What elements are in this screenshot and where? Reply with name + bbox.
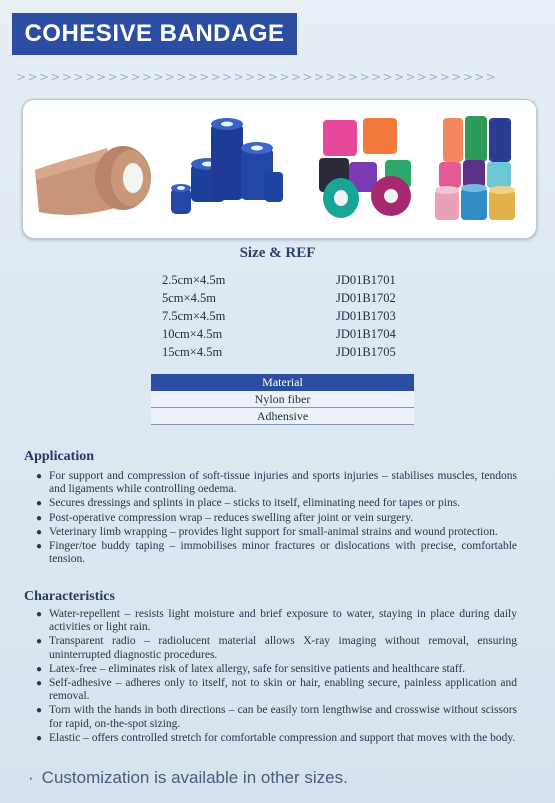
characteristics-list [36, 608, 517, 746]
size-ref-title: Size & REF [239, 245, 316, 261]
material-cell: Nylon fiber [151, 391, 414, 408]
ref-cell: JD01B1704 [336, 327, 396, 341]
size-cell: 10cm×4.5m [162, 327, 223, 341]
bullet-icon: ● [36, 663, 43, 675]
stacked-bandage-photo [427, 104, 531, 234]
bullet-icon: ● [36, 636, 43, 648]
size-cell: 15cm×4.5m [162, 345, 223, 359]
material-header: Material [151, 374, 414, 391]
table-row [150, 307, 420, 325]
size-ref-table [150, 271, 420, 361]
bullet-icon: ● [36, 526, 43, 538]
list-item: ● Self-adhesive – adheres only to itself, not to skin or hair, enabling secure, painless application and removal. [36, 677, 517, 703]
list-item: ● For support and compression of soft-tissue injuries and sports injuries – stabilises muscles, tendons and ligaments while controlling oedema. [36, 470, 517, 496]
bullet-icon: ● [36, 609, 43, 620]
product-photo-panel [22, 99, 537, 239]
characteristics-title: Characteristics [24, 589, 115, 604]
table-row [150, 343, 420, 361]
table-row [150, 289, 420, 307]
chevron-divider: >>>>>>>>>>>>>>>>>>>>>>>>>>>>>>>>>>>>>>>>>> [16, 70, 498, 84]
application-title: Application [24, 449, 95, 464]
list-item: ● Finger/toe buddy taping – immobilises minor fractures or dislocations with precise, comfortable tension. [36, 540, 517, 566]
customization-note [28, 768, 348, 788]
bullet-icon: ● [36, 541, 43, 553]
product-photos [23, 100, 536, 238]
list-item: ● Transparent radio – radiolucent material allows X-ray imaging without removal, ensuring uninterrupted diagnostic procedures. [36, 635, 517, 661]
size-cell: 5cm×4.5m [162, 291, 216, 305]
ref-cell: JD01B1705 [336, 345, 396, 359]
size-cell: 7.5cm×4.5m [162, 309, 226, 323]
page-title: COHESIVE BANDAGE [24, 20, 285, 47]
tan-bandage-photo [27, 104, 155, 234]
list-item: ● Torn with the hands in both directions – can be easily torn lengthwise and crosswise without scissors for rapid, on-the-spot sizing. [36, 704, 517, 730]
ref-cell: JD01B1702 [336, 291, 396, 305]
material-cell: Adhensive [151, 408, 414, 425]
bullet-icon: ● [36, 732, 43, 744]
list-item: ● Post-operative compression wrap – reduces swelling after joint or vein surgery. [36, 511, 414, 524]
size-cell: 2.5cm×4.5m [162, 273, 226, 287]
blue-bandage-photo [161, 104, 287, 234]
bullet-icon: ● [36, 471, 43, 482]
middle-dot-icon: · [28, 768, 34, 787]
list-item: ● Veterinary limb wrapping – provides light support for small-animal strains and wound protection. [36, 525, 498, 538]
title-banner [12, 13, 297, 55]
table-row [150, 325, 420, 343]
ref-cell: JD01B1701 [336, 273, 396, 287]
application-list [36, 470, 517, 567]
list-item: ● Latex-free – eliminates risk of latex allergy, safe for sensitive patients and healthcare staff. [36, 662, 466, 675]
list-item: ● Elastic – offers controlled stretch for comfortable compression and support that moves with the body. [36, 731, 516, 744]
bullet-icon: ● [36, 498, 43, 510]
ref-cell: JD01B1703 [336, 309, 396, 323]
material-table [151, 374, 414, 425]
list-item: ● Water-repellent – resists light moisture and brief exposure to water, staying in place during daily activities or light rain. [36, 608, 517, 634]
bullet-icon: ● [36, 705, 43, 717]
list-item: ● Secures dressings and splints in place – sticks to itself, eliminating need for tapes or pins. [36, 497, 461, 510]
bullet-icon: ● [36, 678, 43, 690]
color-bandage-photo [305, 104, 413, 234]
table-row [150, 271, 420, 289]
bullet-icon: ● [36, 512, 43, 524]
customization-text: Customization is available in other sizes. [41, 768, 348, 787]
